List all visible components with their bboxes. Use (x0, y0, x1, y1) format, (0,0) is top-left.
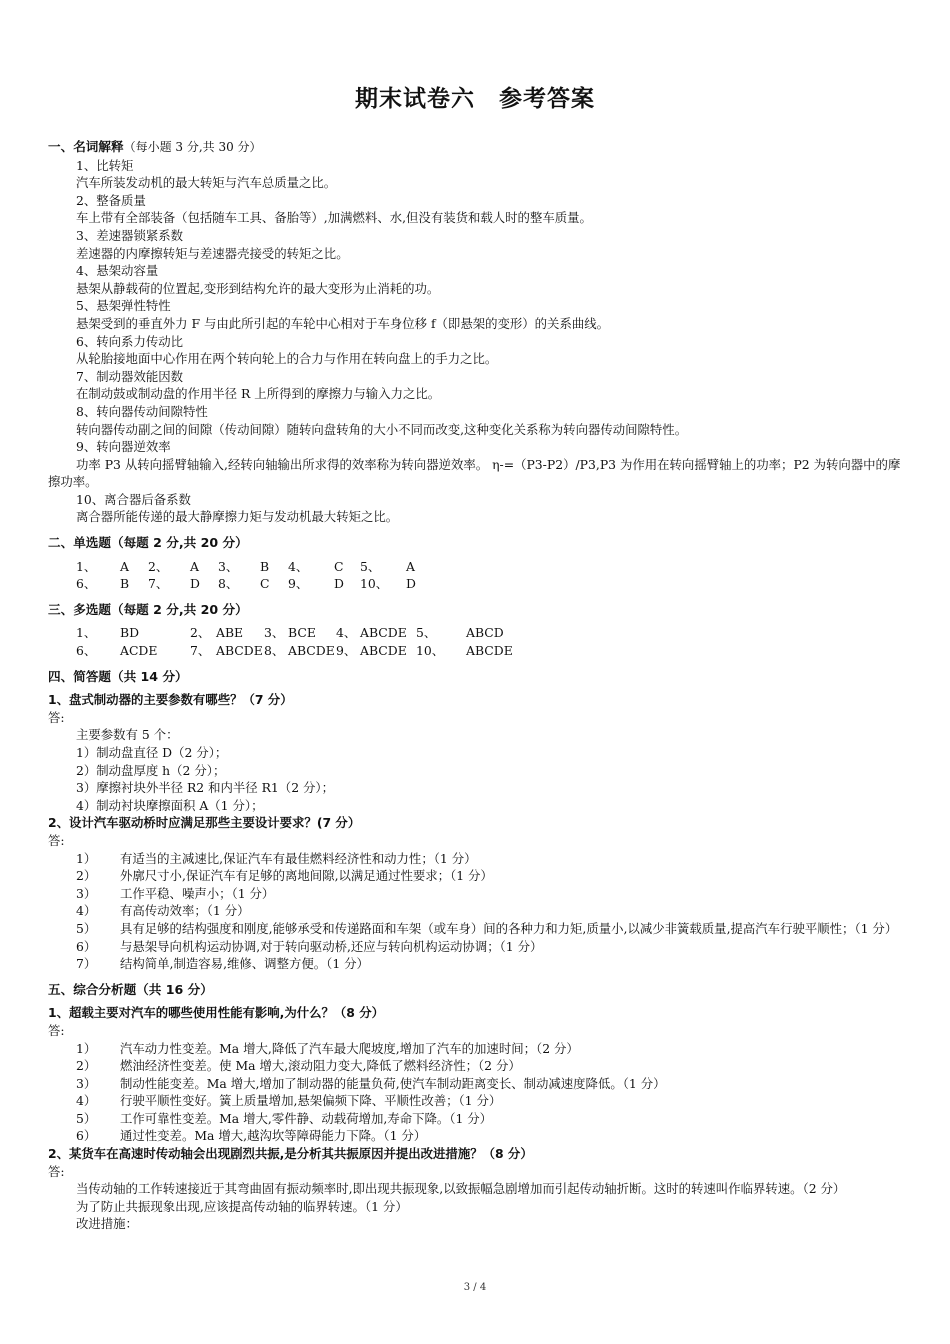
answer-line: 4）制动衬块摩擦面积 A（1 分）； (76, 797, 264, 813)
question-number: 1、 (76, 558, 97, 574)
answer-line: 2）制动盘厚度 h（2 分）； (76, 762, 226, 778)
answer-value: B (260, 558, 270, 574)
term: 9、转向器逆效率 (76, 439, 171, 455)
question-number: 8、 (264, 643, 285, 659)
question-number: 2、 (148, 558, 169, 574)
definition: 悬架受到的垂直外力 F 与由此所引起的车轮中心相对于车身位移 f（即悬架的变形）的关系曲线。 (76, 315, 610, 331)
answer-value: D (190, 576, 200, 592)
answer-value: BD (120, 625, 140, 641)
term: 10、离合器后备系数 (76, 491, 191, 507)
answer-paragraph: 当传动轴的工作转速接近于其弯曲固有振动频率时,即出现共振现象,以致振幅急剧增加而引起传动轴折断。这时的转速叫作临界转速。（2 分） (76, 1181, 846, 1197)
answer-label: 答: (48, 709, 65, 725)
question-number: 6、 (76, 643, 97, 659)
answer-paragraph: 改进措施： (76, 1216, 138, 1232)
answer-item: 4） 有高传动效率；（1 分） (76, 903, 250, 919)
question-number: 7、 (190, 643, 211, 659)
definition: 转向器传动副之间的间隙（传动间隙）随转向盘转角的大小不同而改变,这种变化关系称为转向器传动间隙特性。 (76, 421, 688, 437)
definition: 汽车所装发动机的最大转矩与汽车总质量之比。 (76, 175, 337, 191)
term: 4、悬架动容量 (76, 263, 159, 279)
single-choice-answers (76, 558, 434, 593)
question-number: 9、 (336, 643, 357, 659)
page-title: 期末试卷六 参考答案 (355, 86, 595, 112)
question-number: 5、 (360, 558, 381, 574)
page-number: 3 / 4 (463, 1282, 487, 1293)
answer-item: 6） 通过性变差。Ma 增大,越沟坎等障碍能力下降。（1 分） (76, 1128, 427, 1144)
question-number: 8、 (218, 576, 239, 592)
answer-row (76, 642, 526, 660)
section-heading: 五、综合分析题（共 16 分） (48, 981, 213, 997)
term: 7、制动器效能因数 (76, 368, 184, 384)
answer-value: B (120, 576, 130, 592)
answer-value: C (260, 576, 270, 592)
definition: 车上带有全部装备（包括随车工具、备胎等）,加满燃料、水,但没有装货和载人时的整车质量。 (76, 210, 592, 226)
answer-value: ACDE (120, 643, 158, 659)
answer-item: 6） 与悬架导向机构运动协调,对于转向驱动桥,还应与转向机构运动协调；（1 分） (76, 938, 543, 954)
term: 8、转向器传动间隙特性 (76, 403, 208, 419)
answer-item: 5） 工作可靠性变差。Ma 增大,零件静、动载荷增加,寿命下降。（1 分） (76, 1110, 493, 1126)
term: 5、悬架弹性特性 (76, 298, 171, 314)
question-number: 3、 (264, 625, 285, 641)
term: 3、差速器锁紧系数 (76, 227, 184, 243)
answer-row (76, 624, 526, 642)
question-number: 6、 (76, 576, 97, 592)
answer-row (76, 575, 434, 593)
answer-value: ABCDE (360, 643, 407, 659)
section-heading: 四、简答题（共 14 分） (48, 668, 188, 684)
term: 6、转向系力传动比 (76, 333, 184, 349)
term: 2、整备质量 (76, 192, 146, 208)
question-number: 4、 (336, 625, 357, 641)
answer-item: 4） 行驶平顺性变好。簧上质量增加,悬架偏频下降、平顺性改善；（1 分） (76, 1093, 502, 1109)
definition: 离合器所能传递的最大静摩擦力矩与发动机最大转矩之比。 (76, 509, 399, 525)
section-heading: 三、多选题（每题 2 分,共 20 分） (48, 601, 248, 617)
answer-value: D (406, 576, 416, 592)
question-number: 1、 (76, 625, 97, 641)
definition: 功率 P3 从转向摇臂轴输入,经转向轴输出所求得的效率称为转向器逆效率。 η-=（P3-P2）/P3,P3 为作用在转向摇臂轴上的功率；P2 为转向器中的摩擦功率。 (48, 456, 901, 490)
answer-item: 5） 具有足够的结构强度和刚度,能够承受和传递路面和车架（或车身）间的各种力和力矩,质量小,以减少非簧载质量,提高汽车行驶平顺性；（1 分） (76, 920, 898, 936)
question: 2、某货车在高速时传动轴会出现剧烈共振,是分析其共振原因并提出改进措施？（8 分） (48, 1146, 533, 1162)
answer-item: 1） 有适当的主减速比,保证汽车有最佳燃料经济性和动力性；（1 分） (76, 850, 477, 866)
answer-item: 3） 工作平稳、噪声小；（1 分） (76, 885, 275, 901)
definition: 在制动鼓或制动盘的作用半径 R 上所得到的摩擦力与输入力之比。 (76, 386, 441, 402)
answer-label: 答: (48, 1163, 65, 1179)
question-number: 10、 (416, 643, 445, 659)
answer-item: 2） 外廓尺寸小,保证汽车有足够的离地间隙,以满足通过性要求；（1 分） (76, 868, 493, 884)
term: 1、比转矩 (76, 157, 134, 173)
answer-value: ABCDE (216, 643, 263, 659)
answer-value: C (334, 558, 344, 574)
answer-value: BCE (288, 625, 316, 641)
answer-value: A (120, 558, 129, 574)
answer-item: 3） 制动性能变差。Ma 增大,增加了制动器的能量负荷,使汽车制动距离变长、制动减速度降低。（1 分） (76, 1075, 666, 1091)
answer-line: 主要参数有 5 个： (76, 727, 179, 743)
definition-list (48, 157, 906, 526)
answer-value: D (334, 576, 344, 592)
definition: 悬架从静载荷的位置起,变形到结构允许的最大变形为止消耗的功。 (76, 280, 440, 296)
question: 2、设计汽车驱动桥时应满足那些主要设计要求？(7 分） (48, 815, 361, 831)
definition: 差速器的内摩擦转矩与差速器壳接受的转矩之比。 (76, 245, 349, 261)
question-number: 9、 (288, 576, 309, 592)
answer-label: 答: (48, 832, 65, 848)
answer-value: A (406, 558, 415, 574)
answer-value: ABE (216, 625, 244, 641)
question-number: 4、 (288, 558, 309, 574)
document-body (48, 136, 906, 1233)
definition: 从轮胎接地面中心作用在两个转向轮上的合力与作用在转向盘上的手力之比。 (76, 351, 498, 367)
question: 1、盘式制动器的主要参数有哪些？（7 分） (48, 692, 293, 708)
question-number: 5、 (416, 625, 437, 641)
answer-value: ABCDE (360, 625, 407, 641)
answer-paragraph: 为了防止共振现象出现,应该提高传动轴的临界转速。（1 分） (76, 1198, 408, 1214)
question-number: 7、 (148, 576, 169, 592)
answer-row (76, 558, 434, 576)
section-heading: 一、名词解释（每小题 3 分,共 30 分） (48, 139, 262, 154)
answer-item: 1） 汽车动力性变差。Ma 增大,降低了汽车最大爬坡度,增加了汽车的加速时间；（2 分） (76, 1040, 579, 1056)
answer-value: A (190, 558, 199, 574)
answer-item: 2） 燃油经济性变差。使 Ma 增大,滚动阻力变大,降低了燃料经济性；（2 分） (76, 1058, 521, 1074)
answer-item: 7） 结构简单,制造容易,维修、调整方便。（1 分） (76, 956, 369, 972)
section-heading: 二、单选题（每题 2 分,共 20 分） (48, 535, 248, 551)
answer-line: 3）摩擦衬块外半径 R2 和内半径 R1（2 分）； (76, 780, 334, 796)
answer-value: ABCDE (466, 643, 513, 659)
answer-label: 答: (48, 1022, 65, 1038)
question-number: 3、 (218, 558, 239, 574)
multiple-choice-answers (76, 624, 526, 659)
answer-value: ABCD (466, 625, 504, 641)
answer-value: ABCDE (288, 643, 335, 659)
question: 1、超载主要对汽车的哪些使用性能有影响,为什么？（8 分） (48, 1005, 385, 1021)
question-number: 2、 (190, 625, 211, 641)
answer-line: 1）制动盘直径 D（2 分）； (76, 745, 228, 760)
question-number: 10、 (360, 576, 389, 592)
